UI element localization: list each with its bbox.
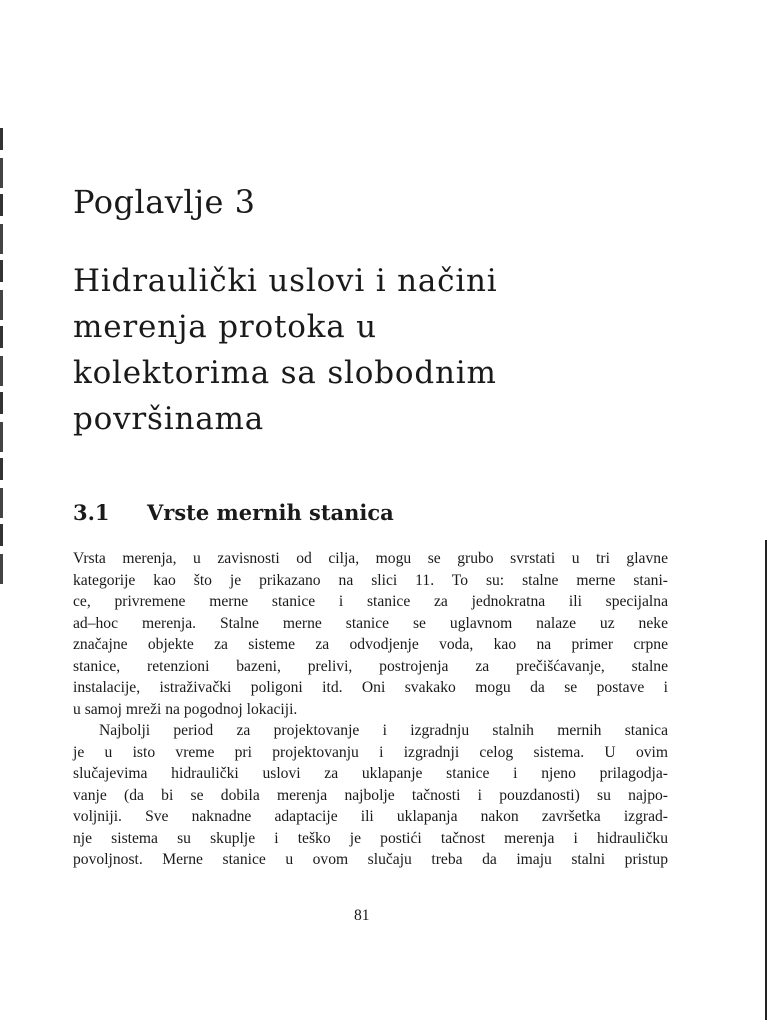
scan-edge-left bbox=[0, 128, 3, 588]
section-title: Vrste mernih stanica bbox=[147, 500, 394, 525]
text-line: Vrsta merenja, u zavisnosti od cilja, mogu se grubo svrstati u tri glavne bbox=[73, 550, 668, 567]
text-line: Najbolji period za projektovanje i izgradnju stalnih mernih stanica bbox=[99, 722, 668, 739]
text-line: ad–hoc merenja. Stalne merne stanice se uglavnom nalaze uz neke bbox=[73, 614, 668, 632]
chapter-title-line: merenja protoka u bbox=[73, 309, 377, 345]
chapter-title-line: kolektorima sa slobodnim bbox=[73, 355, 497, 391]
text-line: voljniji. Sve naknadne adaptacije ili uklapanja nakon završetka izgrad- bbox=[73, 808, 668, 825]
section-number: 3.1 bbox=[73, 500, 110, 525]
scan-edge-right bbox=[765, 540, 767, 1020]
text-line: je u isto vreme pri projektovanju i izgradnji celog sistema. U ovim bbox=[73, 743, 668, 761]
text-line: instalacije, istraživački poligoni itd. Oni svakako mogu da se postave i bbox=[73, 679, 668, 696]
text-line: kategorije kao što je prikazano na slici 11. To su: stalne merne stani- bbox=[73, 571, 668, 589]
paragraph bbox=[73, 720, 668, 871]
text-line: slučajevima hidraulički uslovi za uklapanje stanice i njeno prilagodja- bbox=[73, 765, 668, 782]
section-heading bbox=[73, 500, 673, 525]
page-number: 81 bbox=[354, 907, 370, 924]
chapter-label: Poglavlje 3 bbox=[73, 183, 256, 221]
text-line: vanje (da bi se dobila merenja najbolje tačnosti i pouzdanosti) su najpo- bbox=[73, 786, 668, 804]
text-line: stanice, retenzioni bazeni, prelivi, postrojenja za prečišćavanje, stalne bbox=[73, 657, 668, 675]
text-line: značajne objekte za sisteme za odvodjenje voda, kao na primer crpne bbox=[73, 636, 668, 653]
chapter-title-line: površinama bbox=[73, 401, 264, 437]
text-line: povoljnost. Merne stanice u ovom slučaju treba da imaju stalni pristup bbox=[73, 851, 668, 868]
paragraph bbox=[73, 548, 668, 720]
text-line: nje sistema su skuplje i teško je postići tačnost merenja i hidrauličku bbox=[73, 829, 668, 847]
body-text bbox=[73, 548, 668, 871]
text-line: ce, privremene merne stanice i stanice za jednokratna ili specijalna bbox=[73, 593, 668, 610]
chapter-title bbox=[73, 258, 673, 442]
chapter-title-line: Hidraulički uslovi i načini bbox=[73, 263, 498, 299]
text-line: u samoj mreži na pogodnoj lokaciji. bbox=[73, 700, 298, 718]
